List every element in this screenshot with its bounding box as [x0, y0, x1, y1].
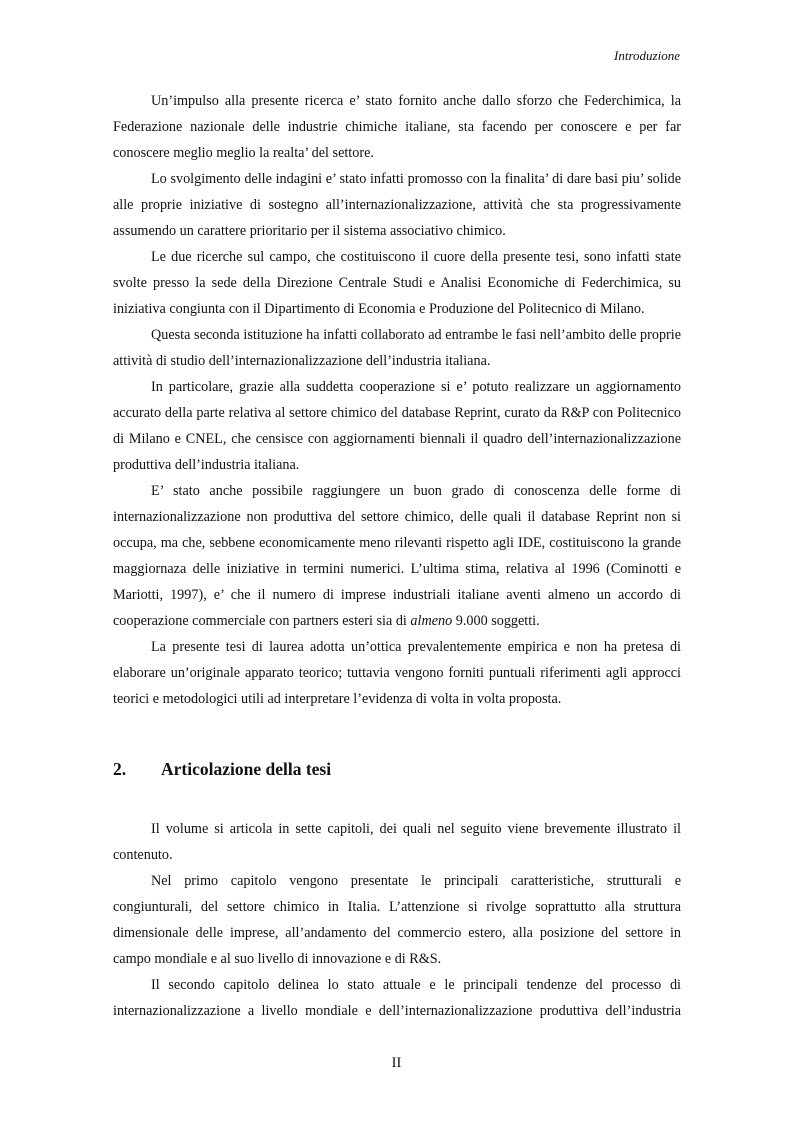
paragraph: La presente tesi di laurea adotta un’ottica prevalentemente empirica e non ha pretesa di elaborare un’originale apparato teorico; tuttavia vengono forniti puntuali riferimenti agli approcci teorici e metodologici utili ad interpretare l’evidenza di volta in volta proposta.: [113, 639, 681, 707]
paragraph: Le due ricerche sul campo, che costituiscono il cuore della presente tesi, sono infatti state svolte presso la sede della Direzione Centrale Studi e Analisi Economiche di Federchimica, su iniziativa congiunta con il Dipartimento di Economia e Produzione del Politecnico di Milano.: [113, 249, 681, 317]
paragraph: Questa seconda istituzione ha infatti collaborato ad entrambe le fasi nell’ambito delle proprie attività di studio dell’internazionalizzazione dell’industria italiana.: [113, 327, 681, 369]
running-header: Introduzione: [614, 48, 680, 63]
paragraph: Nel primo capitolo vengono presentate le principali caratteristiche, strutturali e congiunturali, del settore chimico in Italia. L’attenzione si rivolge soprattutto alla struttura dimensionale delle imprese, all’andamento del commercio estero, alla posizione del settore in campo mondiale e al suo livello di innovazione e di R&S.: [113, 873, 681, 967]
page-body: [113, 88, 681, 1024]
paragraph-text: E’ stato anche possibile raggiungere un buon grado di conoscenza delle forme di internazionalizzazione non produttiva del settore chimico, delle quali il database Reprint non si occupa, ma che, sebbene economicamente meno rilevanti rispetto agli IDE, costituiscono la grande maggiornaza delle iniziative in termini numerici. L’ultima stima, relativa al 1996 (Cominotti e Mariotti, 1997), e’ che il numero di imprese industriali italiane aventi almeno un accordo di cooperazione commerciale con partners esteri sia di: [113, 483, 681, 629]
page-number: II: [391, 1055, 402, 1071]
paragraph: [113, 478, 681, 634]
paragraph-text: 9.000 soggetti.: [452, 613, 540, 629]
paragraph: Il volume si articola in sette capitoli, dei quali nel seguito viene brevemente illustrato il contenuto.: [113, 821, 681, 863]
paragraph: Lo svolgimento delle indagini e’ stato infatti promosso con la finalita’ di dare basi piu’ solide alle proprie iniziative di sostegno all’internazionalizzazione, attività che sta progressivamente assumendo un carattere prioritario per il sistema associativo chimico.: [113, 171, 681, 239]
paragraph: Il secondo capitolo delinea lo stato attuale e le principali tendenze del processo di internazionalizzazione a livello mondiale e dell’internazionalizzazione produttiva dell’industria: [113, 977, 681, 1019]
emphasis-text: almeno: [410, 613, 453, 629]
paragraph: In particolare, grazie alla suddetta cooperazione si e’ potuto realizzare un aggiornamento accurato della parte relativa al settore chimico del database Reprint, curato da R&P con Politecnico di Milano e CNEL, che censisce con aggiornamenti biennali il quadro dell’internazionalizzazione produttiva dell’industria italiana.: [113, 379, 681, 473]
paragraph: Un’impulso alla presente ricerca e’ stato fornito anche dallo sforzo che Federchimica, la Federazione nazionale delle industrie chimiche italiane, sta facendo per conoscere e per far conoscere meglio meglio la realta’ del settore.: [113, 93, 681, 161]
section-heading: [113, 756, 681, 782]
section-number: 2.: [113, 759, 127, 779]
section-title: Articolazione della tesi: [161, 759, 332, 779]
